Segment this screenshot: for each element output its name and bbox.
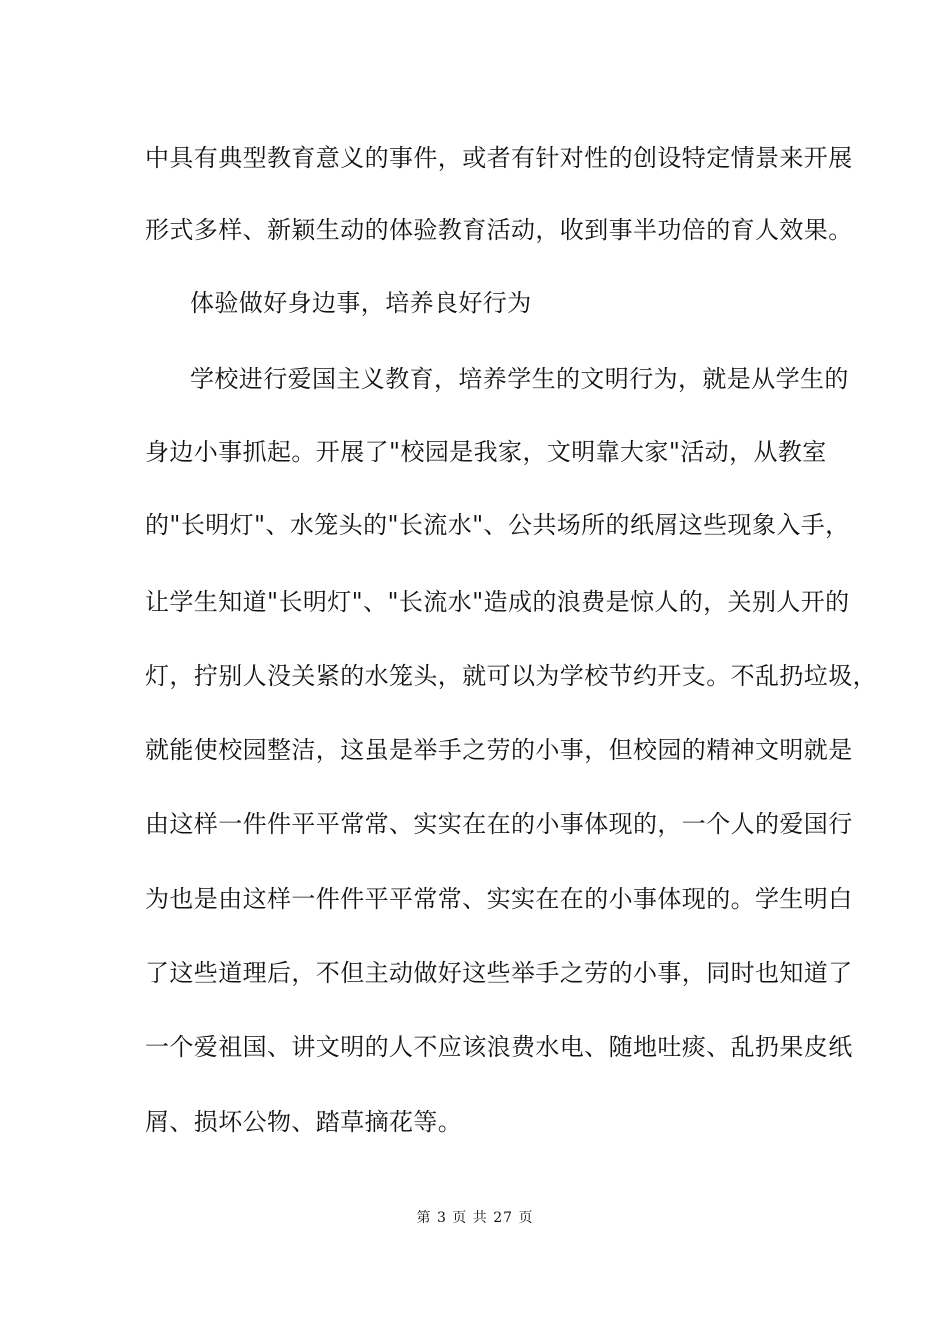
page-number: 第 3 页 共 27 页: [416, 1210, 534, 1226]
text-line: 让学生知道"长明灯"、"长流水"造成的浪费是惊人的，关别人开的: [145, 588, 850, 616]
text-line: 了这些道理后，不但主动做好这些举手之劳的小事，同时也知道了: [145, 959, 853, 987]
text-line: 灯，拧别人没关紧的水笼头，就可以为学校节约开支。不乱扔垃圾，: [145, 662, 877, 690]
text-line: 一个爱祖国、讲文明的人不应该浪费水电、随地吐痰、乱扔果皮纸: [145, 1033, 853, 1061]
text-line: 屑、损坏公物、踏草摘花等。: [145, 1108, 463, 1136]
text-line: 身边小事抓起。开展了"校园是我家，文明靠大家"活动，从教室: [145, 438, 827, 466]
text-line: 就能使校园整洁，这虽是举手之劳的小事，但校园的精神文明就是: [145, 736, 853, 764]
text-line: 的"长明灯"、水笼头的"长流水"、公共场所的纸屑这些现象入手，: [145, 511, 850, 539]
text-line: 形式多样、新颖生动的体验教育活动，收到事半功倍的育人效果。: [145, 216, 853, 244]
section-heading: 体验做好身边事，培养良好行为: [190, 289, 532, 317]
text-line: 中具有典型教育意义的事件，或者有针对性的创设特定情景来开展: [145, 144, 853, 172]
text-line: 学校进行爱国主义教育，培养学生的文明行为，就是从学生的: [190, 365, 849, 393]
text-line: 为也是由这样一件件平平常常、实实在在的小事体现的。学生明白: [145, 885, 853, 913]
text-line: 由这样一件件平平常常、实实在在的小事体现的，一个人的爱国行: [145, 810, 853, 838]
